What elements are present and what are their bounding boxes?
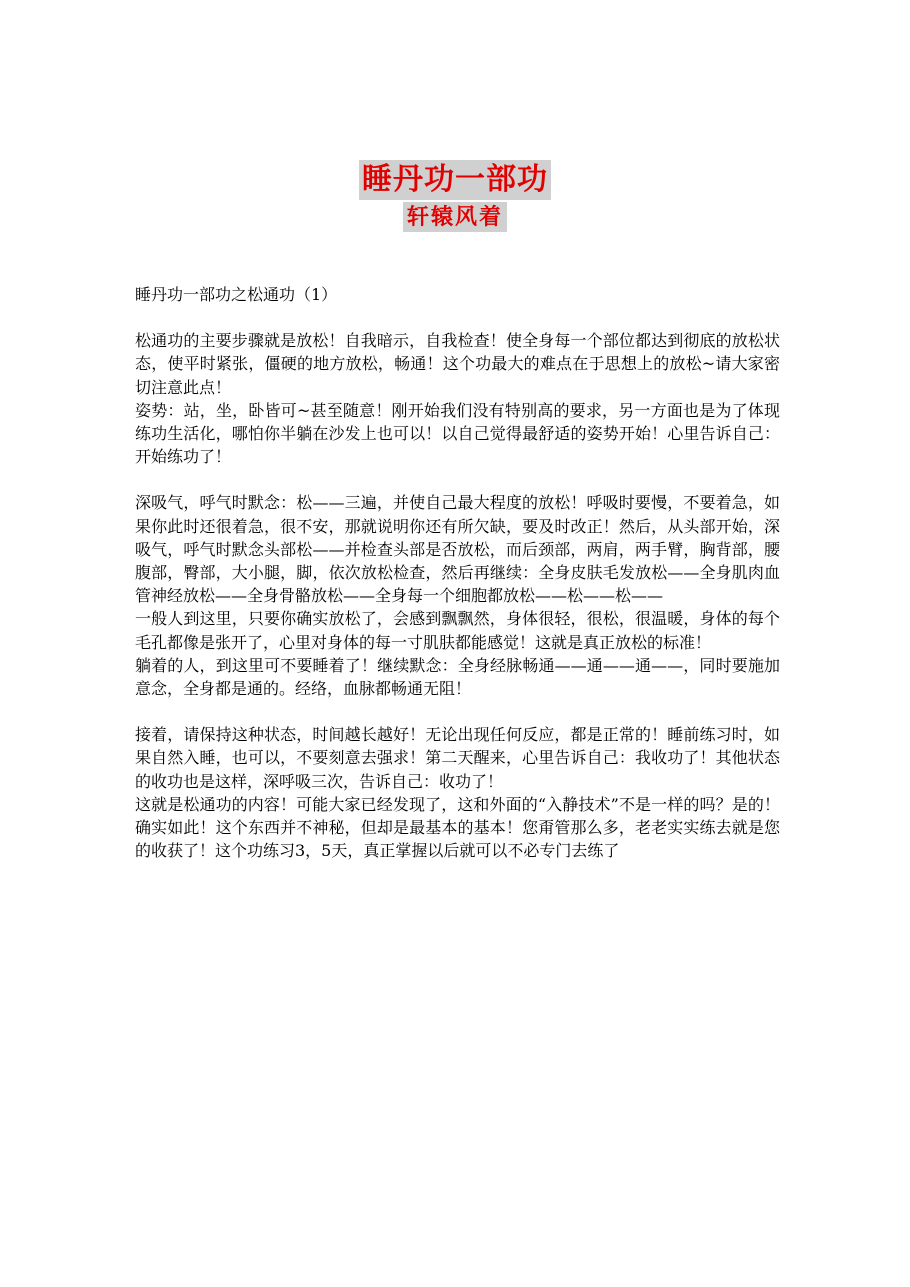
document-title: 睡丹功一部功 [359, 160, 551, 200]
spacer [135, 700, 780, 723]
paragraph-posture: 姿势：站，坐，卧皆可~甚至随意！刚开始我们没有特别高的要求，另一方面也是为了体现练功生活化，哪怕你半躺在沙发上也可以！以自己觉得最舒适的姿势开始！心里告诉自己：开始练功了！ [135, 400, 780, 467]
document-body [135, 283, 780, 862]
title-block [0, 160, 910, 232]
document-author: 轩辕风着 [403, 202, 507, 232]
paragraph-breathing: 深吸气，呼气时默念：松——三遍，并使自己最大程度的放松！呼吸时要慢，不要着急，如果你此时还很着急，很不安，那就说明你还有所欠缺，要及时改正！然后，从头部开始，深吸气，呼气时默念头部松——并检查头部是否放松，而后颈部，两肩，两手臂，胸背部，腰腹部，臀部，大小腿，脚，依次放松检查，然后再继续：全身皮肤毛发放松——全身肌肉血管神经放松——全身骨骼放松——全身每一个细胞都放松——松——松—— [135, 493, 780, 606]
section-heading: 睡丹功一部功之松通功（1） [135, 285, 338, 304]
paragraph-summary: 这就是松通功的内容！可能大家已经发现了，这和外面的“入静技术”不是一样的吗？是的！确实如此！这个东西并不神秘，但却是最基本的基本！您甭管那么多，老老实实练去就是您的收获了！这个功练习3，5天，真正掌握以后就可以不必专门去练了 [135, 794, 780, 861]
paragraph-intro: 松通功的主要步骤就是放松！自我暗示，自我检查！使全身每一个部位都达到彻底的放松状态，使平时紧张，僵硬的地方放松，畅通！这个功最大的难点在于思想上的放松~请大家密切注意此点！ [135, 331, 780, 397]
spacer [135, 306, 780, 329]
paragraph-closing: 接着，请保持这种状态，时间越长越好！无论出现任何反应，都是正常的！睡前练习时，如果自然入睡，也可以，不要刻意去强求！第二天醒来，心里告诉自己：我收功了！其他状态的收功也是这样，深呼吸三次，告诉自己：收功了！ [135, 725, 780, 791]
spacer [135, 468, 780, 491]
paragraph-meridians: 躺着的人，到这里可不要睡着了！继续默念：全身经脉畅通——通——通——，同时要施加意念，全身都是通的。经络，血脉都畅通无阻！ [135, 655, 780, 699]
paragraph-relax-standard: 一般人到这里，只要你确实放松了，会感到飘飘然，身体很轻，很松，很温暖，身体的每个毛孔都像是张开了，心里对身体的每一寸肌肤都能感觉！这就是真正放松的标准！ [135, 609, 780, 652]
